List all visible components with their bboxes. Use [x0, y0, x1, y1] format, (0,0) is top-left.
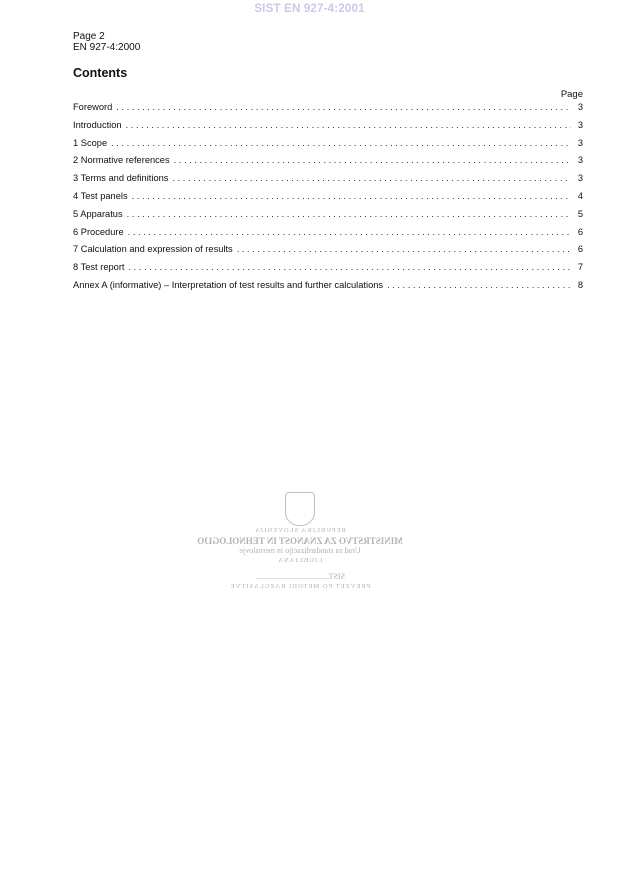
- leader-dots: [132, 191, 571, 201]
- stamp-line: LJUBLJANA: [277, 557, 323, 564]
- toc-entry[interactable]: [73, 227, 583, 245]
- toc-entry[interactable]: [73, 173, 583, 191]
- watermark: SIST EN 927-4:2001: [254, 3, 365, 15]
- toc-entry-label: 5 Apparatus: [73, 208, 123, 219]
- toc-entry-page: 3: [577, 173, 583, 184]
- crest-icon: [285, 492, 315, 526]
- toc-entry[interactable]: [73, 120, 583, 138]
- stamp-line: REPUBLIKA SLOVENIJA: [254, 527, 346, 534]
- stamp-line: Urad za standardizacijo in meroslovje: [239, 546, 361, 555]
- toc-entry[interactable]: [73, 138, 583, 156]
- toc-entry-page: 6: [577, 226, 583, 237]
- toc-entry-page: 5: [577, 208, 583, 219]
- toc-entry[interactable]: [73, 102, 583, 120]
- toc-entry-label: 1 Scope: [73, 137, 108, 148]
- toc-entry-label: 2 Normative references: [73, 155, 170, 166]
- toc-entry-page: 7: [577, 262, 583, 273]
- toc-entry-page: 3: [577, 119, 583, 130]
- leader-dots: [129, 262, 571, 272]
- toc-entry[interactable]: [73, 262, 583, 280]
- toc-entry[interactable]: [73, 155, 583, 173]
- stamp-line: PREVZET PO METODI RAZGLASITVE: [229, 583, 371, 590]
- toc-entry-label: Annex A (informative) – Interpretation of test results and further calculations: [73, 279, 384, 290]
- leader-dots: [116, 102, 571, 112]
- leader-dots: [387, 280, 571, 290]
- toc-entry-page: 3: [577, 102, 583, 112]
- leader-dots: [126, 120, 571, 130]
- toc-entry-page: 8: [577, 279, 583, 290]
- stamp-line: SIST.....................................: [255, 572, 345, 581]
- toc-entry-page: 3: [577, 137, 583, 148]
- toc-entry-label: 6 Procedure: [73, 226, 124, 237]
- official-stamp: [195, 492, 405, 592]
- toc-entry[interactable]: [73, 244, 583, 262]
- toc-entry[interactable]: [73, 191, 583, 209]
- leader-dots: [128, 227, 571, 237]
- toc-entry-label: 8 Test report: [73, 262, 125, 273]
- toc-entry-label: 4 Test panels: [73, 190, 128, 201]
- toc-entry-page: 4: [577, 190, 583, 201]
- stamp-line: MINISTRSTVO ZA ZNANOST IN TEHNOLOGIJO: [197, 536, 403, 546]
- toc-entry[interactable]: [73, 209, 583, 227]
- page-header: [73, 31, 140, 53]
- toc-entry-label: Introduction: [73, 119, 122, 130]
- leader-dots: [111, 138, 571, 148]
- leader-dots: [237, 244, 571, 254]
- toc-entry-page: 3: [577, 155, 583, 166]
- toc-entry-label: 7 Calculation and expression of results: [73, 244, 233, 255]
- toc-entry-label: 3 Terms and definitions: [73, 173, 169, 184]
- leader-dots: [172, 173, 571, 183]
- toc-entry-page: 6: [577, 244, 583, 255]
- table-of-contents: [73, 102, 583, 298]
- page-number: Page 2: [73, 31, 105, 42]
- leader-dots: [174, 155, 571, 165]
- leader-dots: [127, 209, 571, 219]
- standard-id: EN 927-4:2000: [73, 42, 141, 53]
- toc-entry[interactable]: [73, 280, 583, 298]
- page-column-label: Page: [560, 89, 583, 100]
- toc-entry-label: Foreword: [73, 102, 113, 112]
- contents-title: Contents: [73, 66, 128, 80]
